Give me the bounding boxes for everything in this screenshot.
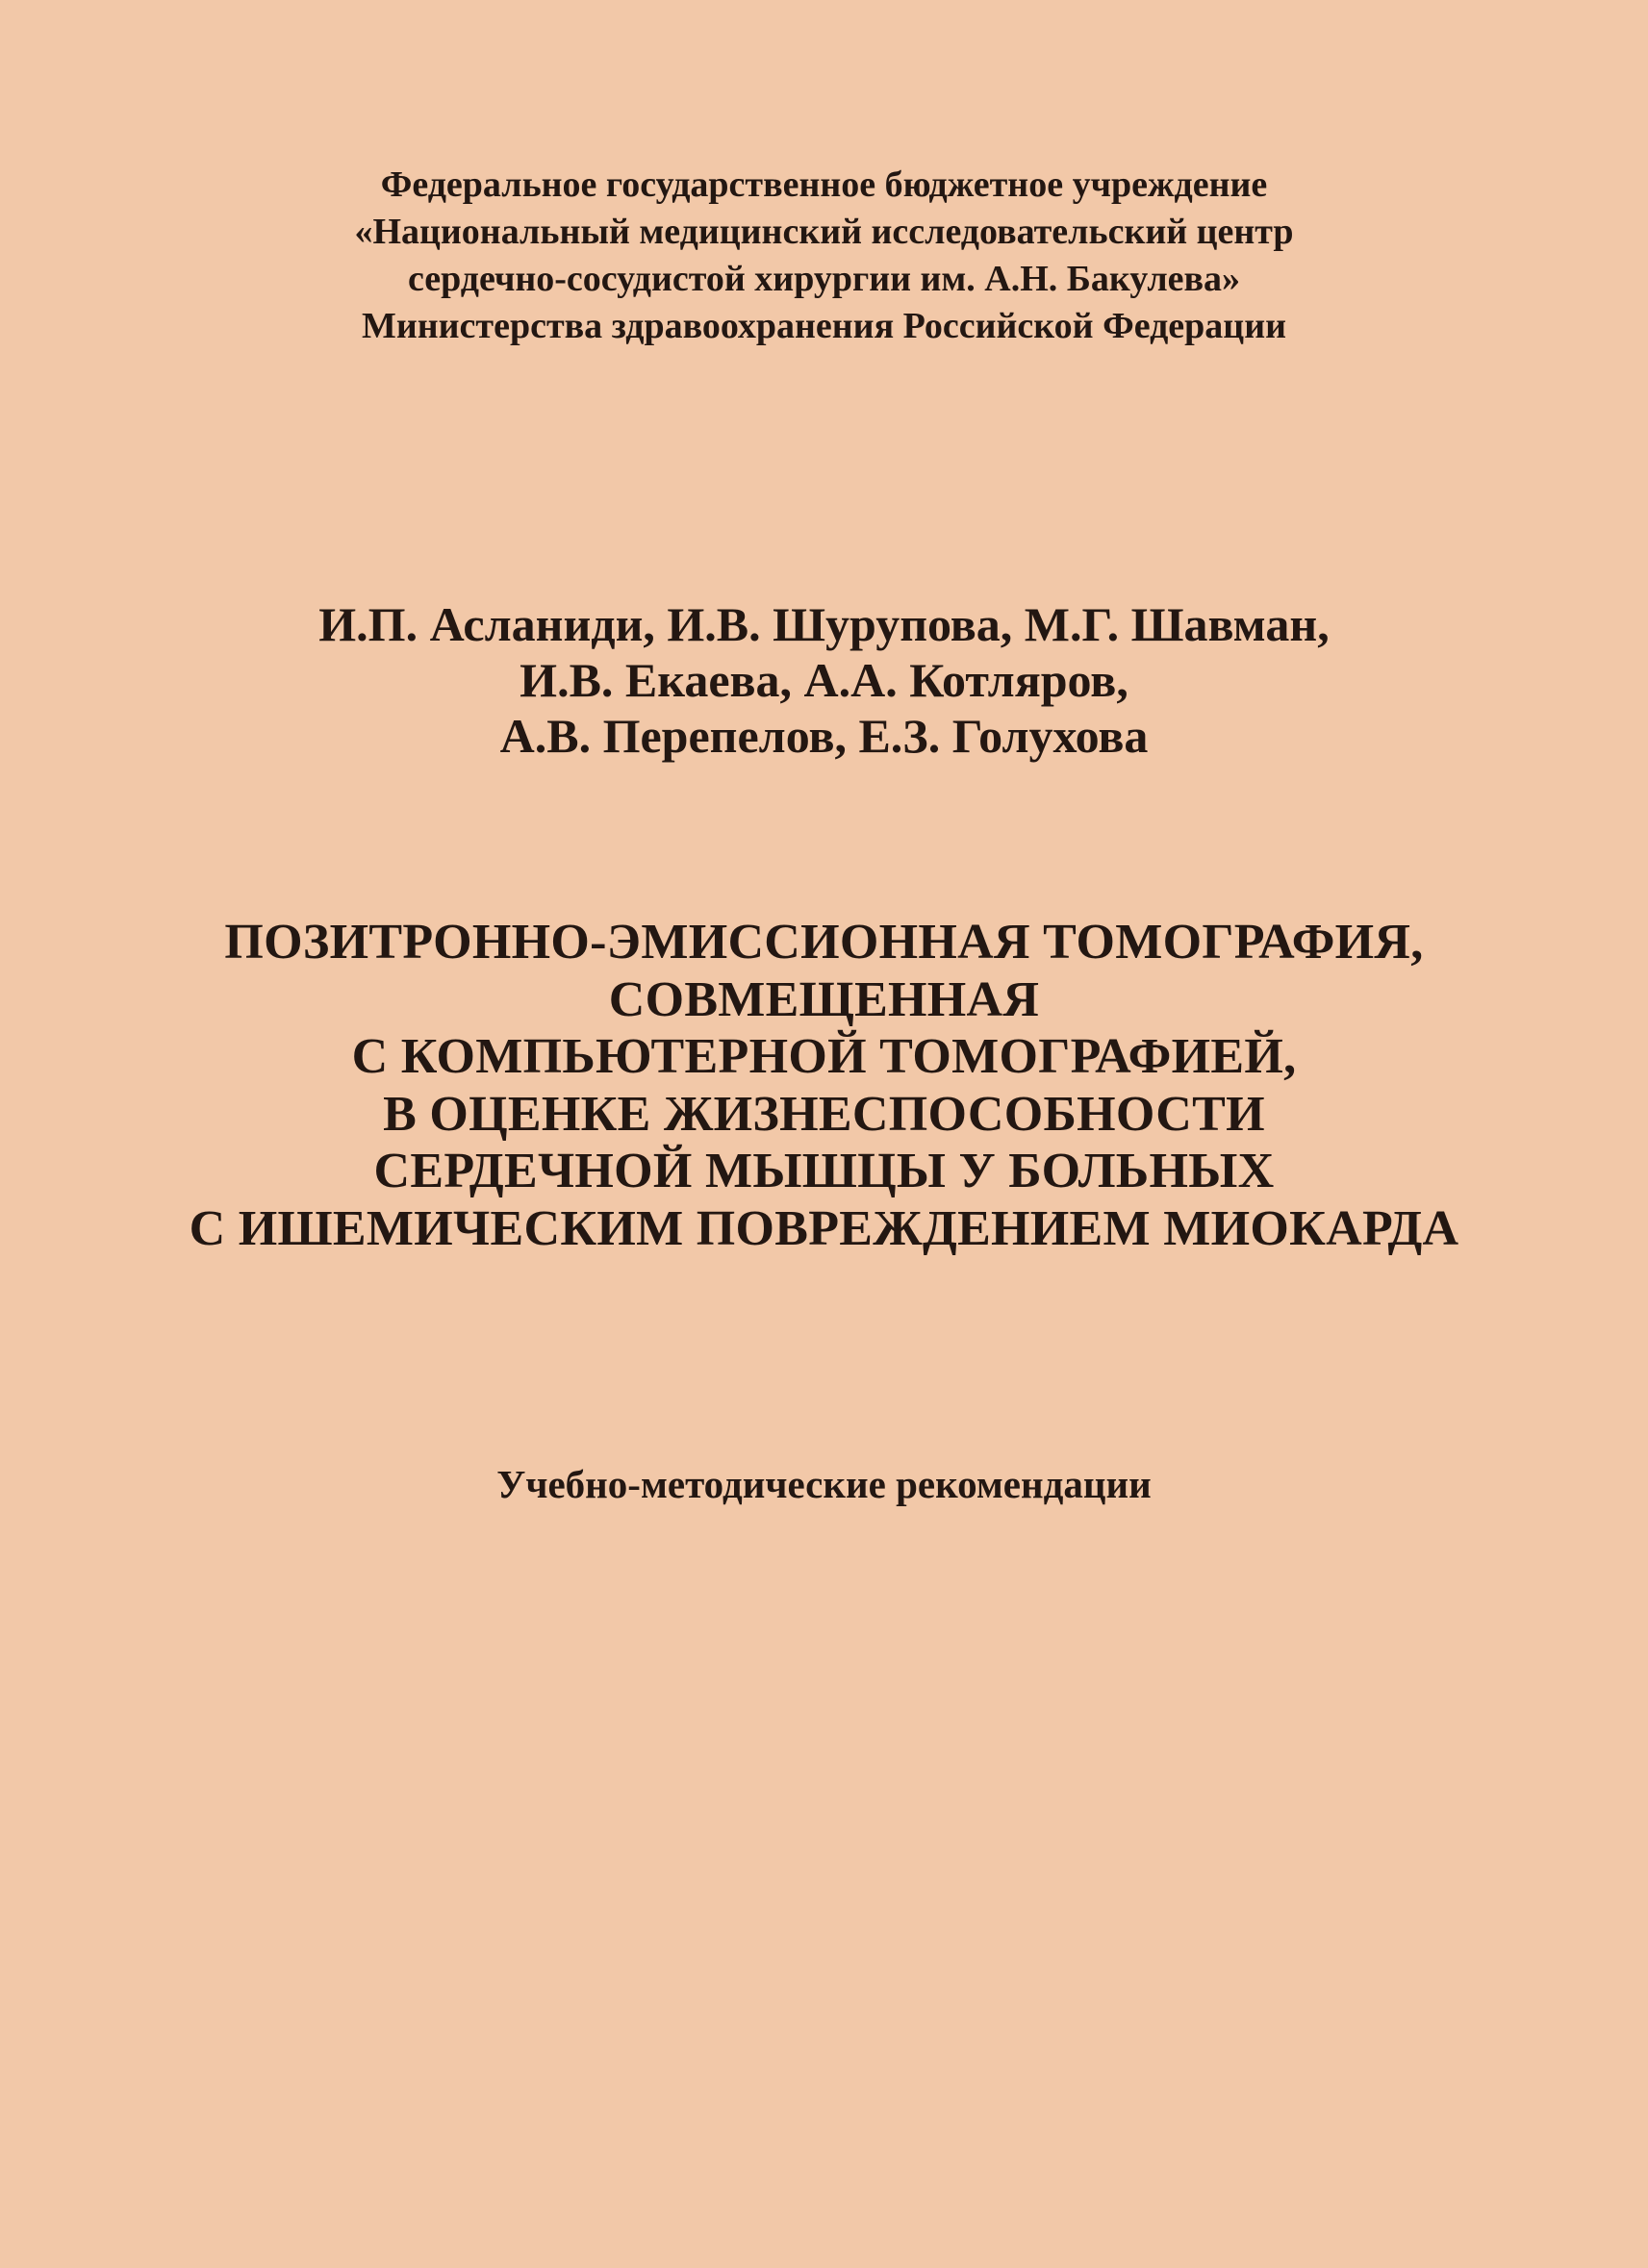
authors-line: А.В. Перепелов, Е.З. Голухова — [499, 709, 1149, 763]
institution-line: «Национальный медицинский исследовательский центр — [354, 212, 1294, 252]
title-line: СЕРДЕЧНОЙ МЫШЦЫ У БОЛЬНЫХ — [373, 1144, 1275, 1198]
institution-line: Министерства здравоохранения Российской Федерации — [362, 306, 1286, 346]
institution-line: Федеральное государственное бюджетное учреждение — [380, 164, 1268, 205]
title-line: С ИШЕМИЧЕСКИМ ПОВРЕЖДЕНИЕМ МИОКАРДА — [189, 1200, 1459, 1256]
authors-list — [0, 596, 1648, 764]
authors-line: И.П. Асланиди, И.В. Шурупова, М.Г. Шавман, — [318, 597, 1330, 651]
title-line: ПОЗИТРОННО-ЭМИССИОННАЯ ТОМОГРАФИЯ, — [224, 915, 1424, 970]
institution-name — [0, 162, 1648, 350]
publication-type — [0, 1460, 1648, 1508]
authors-line: И.В. Екаева, А.А. Котляров, — [520, 653, 1128, 707]
title-line: В ОЦЕНКЕ ЖИЗНЕСПОСОБНОСТИ — [383, 1086, 1265, 1142]
title-line: СОВМЕЩЕННАЯ — [608, 971, 1040, 1027]
book-title — [0, 914, 1648, 1257]
institution-line: сердечно-сосудистой хирургии им. А.Н. Бакулева» — [407, 259, 1241, 299]
publication-type-text: Учебно-методические рекомендации — [496, 1462, 1152, 1506]
title-line: С КОМПЬЮТЕРНОЙ ТОМОГРАФИЕЙ, — [351, 1029, 1297, 1084]
